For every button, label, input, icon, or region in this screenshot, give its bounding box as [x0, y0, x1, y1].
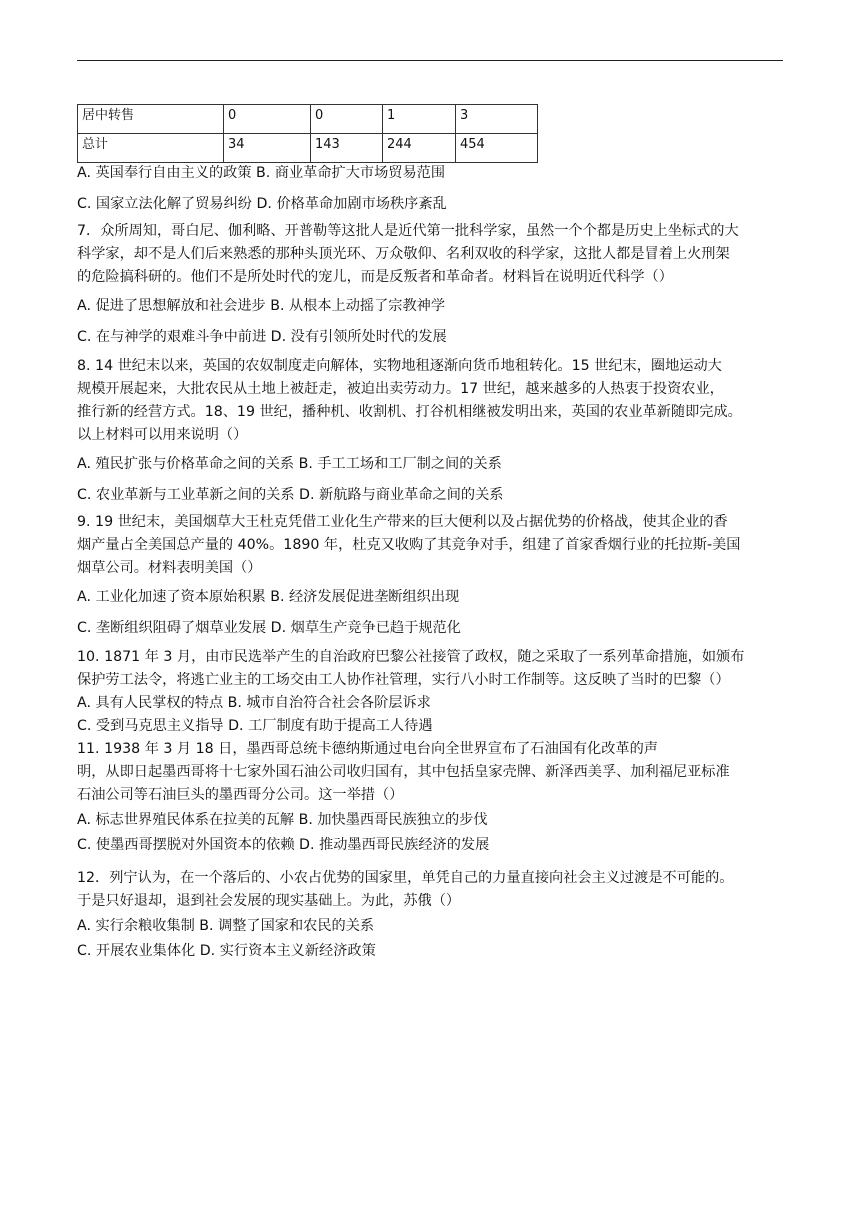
text-line: 以上材料可以用来说明（）	[77, 427, 248, 443]
text-line: 推行新的经营方式。18、19 世纪，播种机、收割机、打谷机相继被发明出来，英国的农业革新随即完成。	[77, 404, 742, 420]
table-row	[78, 134, 538, 163]
paragraph	[77, 617, 789, 640]
text-line: 10. 1871 年 3 月，由市民选举产生的自治政府巴黎公社接管了政权，随之采取了一系列革命措施，如颁布	[77, 649, 745, 665]
text-line: 科学家，却不是人们后来熟悉的那种头顶光环、万众敬仰、名利双收的科学家，这批人都是冒着上火刑架	[77, 246, 730, 262]
paragraph	[77, 809, 789, 832]
trade-table	[77, 104, 538, 163]
paragraph	[77, 220, 789, 289]
table-cell: 34	[224, 134, 311, 163]
table-cell: 居中转售	[78, 105, 224, 134]
table-row	[78, 105, 538, 134]
text-line: 11. 1938 年 3 月 18 日，墨西哥总统卡德纳斯通过电台向全世界宣布了石油国有化改革的声	[77, 741, 658, 757]
text-line: A. 实行余粮收集制 B. 调整了国家和农民的关系	[77, 918, 375, 934]
paragraph	[77, 586, 789, 609]
paragraph	[77, 193, 789, 216]
table-cell: 总计	[78, 134, 224, 163]
text-line: C. 国家立法化解了贸易纠纷 D. 价格革命加剧市场秩序紊乱	[77, 196, 447, 212]
paragraph	[77, 738, 789, 807]
text-line: C. 使墨西哥摆脱对外国资本的依赖 D. 推动墨西哥民族经济的发展	[77, 837, 490, 853]
text-line: A. 工业化加速了资本原始积累 B. 经济发展促进垄断组织出现	[77, 589, 460, 605]
text-line: 规模开展起来，大批农民从土地上被赶走，被迫出卖劳动力。17 世纪，越来越多的人热衷于投资农业，	[77, 381, 724, 397]
paragraph	[77, 355, 789, 447]
text-line: C. 垄断组织阻碍了烟草业发展 D. 烟草生产竞争已趋于规范化	[77, 620, 461, 636]
text-line: C. 开展农业集体化 D. 实行资本主义新经济政策	[77, 943, 376, 959]
text-line: A. 促进了思想解放和社会进步 B. 从根本上动摇了宗教神学	[77, 298, 446, 314]
paragraph	[77, 162, 789, 185]
paragraph	[77, 453, 789, 476]
paragraph	[77, 326, 789, 349]
text-line: 保护劳工法令，将逃亡业主的工场交由工人协作社管理，实行八小时工作制等。这反映了当时的巴黎（）	[77, 672, 730, 688]
paragraph	[77, 940, 789, 963]
question-text	[77, 162, 789, 963]
text-line: 12．列宁认为，在一个落后的、小农占优势的国家里，单凭自己的力量直接向社会主义过渡是不可能的。	[77, 870, 734, 886]
text-line: A. 殖民扩张与价格革命之间的关系 B. 手工工场和工厂制之间的关系	[77, 456, 502, 472]
text-line: C. 受到马克思主义指导 D. 工厂制度有助于提高工人待遇	[77, 718, 433, 734]
text-line: 7．众所周知，哥白尼、伽利略、开普勒等这批人是近代第一批科学家，虽然一个个都是历史上坐标式的大	[77, 223, 739, 239]
paragraph	[77, 511, 789, 580]
text-line: 烟草公司。材料表明美国（）	[77, 560, 262, 576]
table-cell: 1	[383, 105, 456, 134]
text-line: 8. 14 世纪末以来，英国的农奴制度走向解体，实物地租逐渐向货币地租转化。15 世纪末，圈地运动大	[77, 358, 722, 374]
text-line: C. 农业革新与工业革新之间的关系 D. 新航路与商业革命之间的关系	[77, 487, 504, 503]
paragraph	[77, 692, 789, 715]
header-rule	[77, 60, 783, 61]
text-line: C. 在与神学的艰难斗争中前进 D. 没有引领所处时代的发展	[77, 329, 447, 345]
paragraph	[77, 867, 789, 913]
text-line: 烟产量占全美国总产量的 40%。1890 年，杜克又收购了其竞争对手，组建了首家香烟行业的托拉斯-美国	[77, 537, 741, 553]
text-line: 的危险搞科研的。他们不是所处时代的宠儿，而是反叛者和革命者。材料旨在说明近代科学（）	[77, 269, 673, 285]
table-cell: 0	[224, 105, 311, 134]
paragraph	[77, 295, 789, 318]
paragraph	[77, 715, 789, 738]
table-cell: 0	[311, 105, 383, 134]
paragraph	[77, 484, 789, 507]
text-line: 9. 19 世纪末，美国烟草大王杜克凭借工业化生产带来的巨大便利以及占据优势的价格战，使其企业的香	[77, 514, 728, 530]
table-cell: 244	[383, 134, 456, 163]
text-line: 于是只好退却，退到社会发展的现实基础上。为此，苏俄（）	[77, 893, 461, 909]
table-cell: 143	[311, 134, 383, 163]
paragraph	[77, 834, 789, 857]
text-line: 明，从即日起墨西哥将十七家外国石油公司收归国有，其中包括皇家壳牌、新泽西美孚、加利福尼亚标准	[77, 764, 730, 780]
text-line: 石油公司等石油巨头的墨西哥分公司。这一举措（）	[77, 787, 404, 803]
text-line: A. 英国奉行自由主义的政策 B. 商业革命扩大市场贸易范围	[77, 165, 446, 181]
paragraph	[77, 915, 789, 938]
paragraph	[77, 646, 789, 692]
text-line: A. 具有人民掌权的特点 B. 城市自治符合社会各阶层诉求	[77, 695, 431, 711]
text-line: A. 标志世界殖民体系在拉美的瓦解 B. 加快墨西哥民族独立的步伐	[77, 812, 488, 828]
table-cell: 3	[456, 105, 538, 134]
table-cell: 454	[456, 134, 538, 163]
